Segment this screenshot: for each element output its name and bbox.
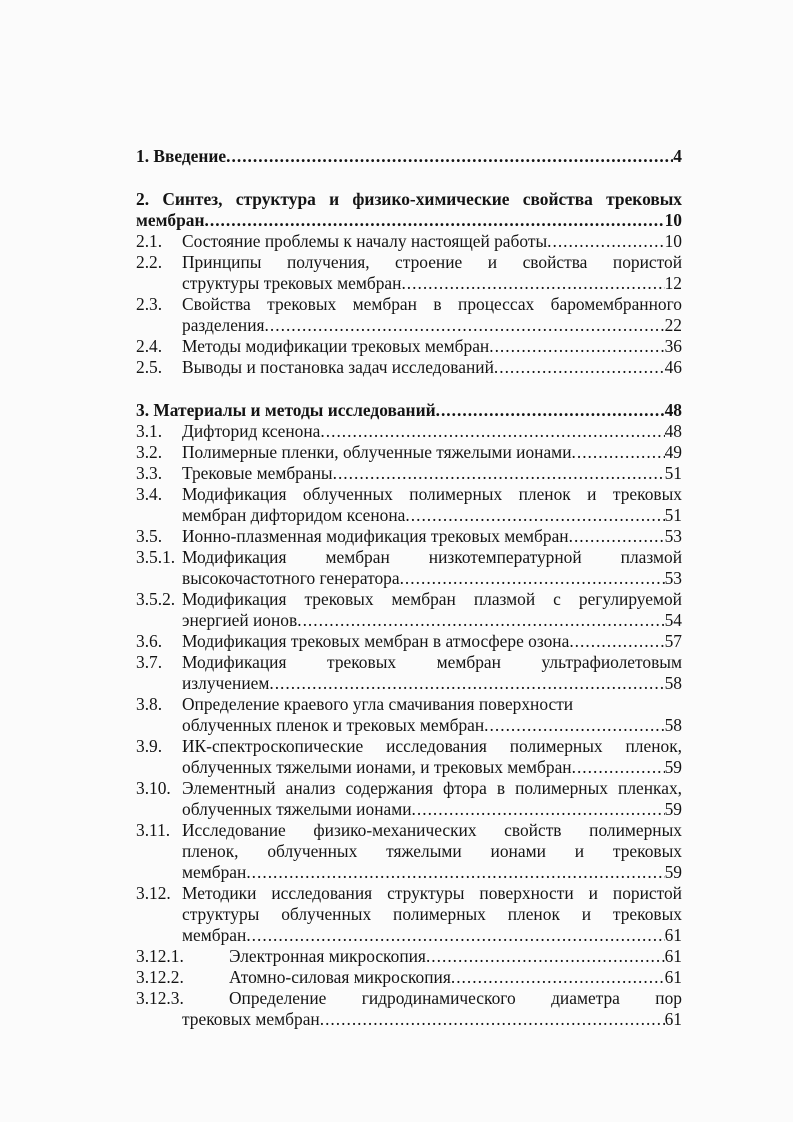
toc-page: 61 xyxy=(664,925,682,945)
toc-page: 51 xyxy=(664,463,682,483)
toc-entry-3-5-1[interactable] xyxy=(136,547,682,589)
leader-dots xyxy=(205,210,665,231)
leader-dots xyxy=(489,336,664,357)
toc-entry-3-12[interactable] xyxy=(136,883,682,946)
toc-entry-3-6[interactable] xyxy=(136,631,682,652)
toc-entry-3[interactable] xyxy=(136,400,682,421)
toc-page: 59 xyxy=(664,799,682,819)
toc-number: 3.12. xyxy=(136,883,171,903)
toc-title-line: Модификация трековых мембран плазмой с регулируемой xyxy=(182,589,682,609)
toc-number: 3.6. xyxy=(136,631,163,651)
leader-dots xyxy=(426,946,665,967)
leader-dots xyxy=(333,463,665,484)
toc-page: 61 xyxy=(664,967,682,987)
toc-title-line: ИК-спектроскопические исследования полимерных пленок, xyxy=(182,736,682,756)
toc-page: 57 xyxy=(664,631,682,651)
toc-page: 54 xyxy=(664,610,682,630)
toc-entry-3-12-2[interactable] xyxy=(136,967,682,988)
toc-title-line: мембран xyxy=(182,862,247,882)
leader-dots xyxy=(320,1009,665,1030)
toc-entry-3-3[interactable] xyxy=(136,463,682,484)
toc-entry-3-12-1[interactable] xyxy=(136,946,682,967)
toc-title-line: мембран дифторидом ксенона xyxy=(182,505,406,525)
toc-page: 10 xyxy=(664,231,682,251)
toc-page: 48 xyxy=(664,421,682,441)
leader-dots xyxy=(494,357,665,378)
toc-title-line: Свойства трековых мембран в процессах баромембранного xyxy=(182,294,682,314)
toc-page: 58 xyxy=(664,673,682,693)
leader-dots xyxy=(405,505,664,526)
toc-page: 61 xyxy=(664,1009,682,1029)
toc-page: 59 xyxy=(664,862,682,882)
toc-number: 3.5.1. xyxy=(136,547,176,567)
toc-number: 3.5. xyxy=(136,526,163,546)
leader-dots xyxy=(265,315,665,336)
toc-number: 2.2. xyxy=(136,252,163,272)
toc-entry-3-1[interactable] xyxy=(136,421,682,442)
toc-title: Электронная микроскопия xyxy=(229,946,426,966)
toc-title: Выводы и постановка задач исследований xyxy=(182,357,494,377)
toc-title-line: высокочастотного генератора xyxy=(182,568,400,588)
toc-title-line: мембран xyxy=(182,925,247,945)
toc-entry-2-4[interactable] xyxy=(136,336,682,357)
toc-entry-2[interactable] xyxy=(136,189,682,231)
toc-title: Атомно-силовая микроскопия xyxy=(229,967,451,987)
leader-dots xyxy=(401,273,664,294)
toc-page: 58 xyxy=(664,715,682,735)
toc-entry-3-10[interactable] xyxy=(136,778,682,820)
toc-number: 2.5. xyxy=(136,357,163,377)
toc-entry-2-1[interactable] xyxy=(136,231,682,252)
leader-dots xyxy=(320,421,664,442)
toc-title-line: Модификация трековых мембран ультрафиолетовым xyxy=(182,652,682,672)
toc-page: 59 xyxy=(664,757,682,777)
toc-entry-2-2[interactable] xyxy=(136,252,682,294)
toc-entry-2-5[interactable] xyxy=(136,357,682,378)
toc-number: 3.11. xyxy=(136,820,171,840)
toc-title-line: Определение гидродинамического диаметра пор xyxy=(229,988,682,1008)
leader-dots xyxy=(246,925,664,946)
toc-number: 3.12.3. xyxy=(136,988,184,1008)
toc-number: 2.4. xyxy=(136,336,163,356)
toc-title-line: пленок, облученных тяжелыми ионами и трековых xyxy=(182,841,682,861)
toc-title-line: Исследование физико-механических свойств полимерных xyxy=(182,820,682,840)
toc-title: Ионно-плазменная модификация трековых мембран xyxy=(182,526,569,546)
toc-entry-3-4[interactable] xyxy=(136,484,682,526)
toc-number: 2.1. xyxy=(136,231,163,251)
leader-dots xyxy=(400,568,665,589)
toc-title-line: энергией ионов xyxy=(182,610,298,630)
toc-entry-3-2[interactable] xyxy=(136,442,682,463)
toc-title: Дифторид ксенона xyxy=(182,421,321,441)
toc-page: 53 xyxy=(664,568,682,588)
toc-page: 46 xyxy=(664,357,682,377)
toc-title-line: структуры облученных полимерных пленок и трековых xyxy=(182,904,682,924)
leader-dots xyxy=(569,631,664,652)
leader-dots xyxy=(436,400,665,421)
toc-page: 49 xyxy=(664,442,682,462)
toc-title-line: облученных пленок и трековых мембран xyxy=(182,715,485,735)
leader-dots xyxy=(572,442,665,463)
toc-entry-3-12-3[interactable] xyxy=(136,988,682,1030)
leader-dots xyxy=(412,799,665,820)
leader-dots xyxy=(569,526,665,547)
toc-title-line: Определение краевого угла смачивания поверхности xyxy=(182,694,574,714)
toc-title: Модификация трековых мембран в атмосфере озона xyxy=(182,631,570,651)
toc-title-line: Модификация облученных полимерных пленок и трековых xyxy=(182,484,682,504)
toc-page: 51 xyxy=(664,505,682,525)
leader-dots xyxy=(451,967,665,988)
toc-page: 48 xyxy=(664,400,682,420)
toc-number: 3.7. xyxy=(136,652,163,672)
toc-page: 53 xyxy=(664,526,682,546)
toc-page: 4 xyxy=(673,146,682,166)
toc-entry-3-9[interactable] xyxy=(136,736,682,778)
toc-title-line: Модификация мембран низкотемпературной плазмой xyxy=(182,547,682,567)
toc-page: 36 xyxy=(664,336,682,356)
toc-title-line: Элементный анализ содержания фтора в полимерных пленках, xyxy=(182,778,682,798)
toc-entry-3-7[interactable] xyxy=(136,652,682,694)
toc-number: 2.3. xyxy=(136,294,163,314)
leader-dots xyxy=(547,231,664,252)
toc-entry-3-5[interactable] xyxy=(136,526,682,547)
leader-dots xyxy=(246,862,664,883)
toc-number: 3.10. xyxy=(136,778,171,798)
toc-page: 12 xyxy=(664,273,682,293)
toc-title-line: облученных тяжелыми ионами xyxy=(182,799,412,819)
leader-dots xyxy=(572,757,665,778)
toc-title: Методы модификации трековых мембран xyxy=(182,336,490,356)
leader-dots xyxy=(297,610,664,631)
toc-page: 10 xyxy=(664,210,682,230)
toc-page: 61 xyxy=(664,946,682,966)
toc-number: 3.9. xyxy=(136,736,163,756)
toc-number: 3.4. xyxy=(136,484,163,504)
toc-number: 3.3. xyxy=(136,463,163,483)
toc-title-line: разделения xyxy=(182,315,265,335)
leader-dots xyxy=(484,715,664,736)
leader-dots xyxy=(269,673,664,694)
toc-number: 3.12.1. xyxy=(136,946,184,966)
toc-title-line: 2. Синтез, структура и физико-химические свойства трековых xyxy=(136,189,682,209)
toc-title: 3. Материалы и методы исследований xyxy=(136,400,436,420)
toc-entry-1[interactable] xyxy=(136,146,682,167)
toc-number: 3.12.2. xyxy=(136,967,184,987)
toc-title: 1. Введение xyxy=(136,146,227,166)
toc-title-line: структуры трековых мембран xyxy=(182,273,402,293)
toc-title-line: Методики исследования структуры поверхности и пористой xyxy=(182,883,682,903)
toc-entry-2-3[interactable] xyxy=(136,294,682,336)
toc-title-line: излучением xyxy=(182,673,270,693)
toc-page: 22 xyxy=(664,315,682,335)
table-of-contents xyxy=(136,146,682,1030)
toc-title: Полимерные пленки, облученные тяжелыми ионами xyxy=(182,442,572,462)
toc-entry-3-8[interactable] xyxy=(136,694,682,736)
toc-title-line: мембран xyxy=(136,210,205,230)
toc-number: 3.2. xyxy=(136,442,163,462)
toc-entry-3-5-2[interactable] xyxy=(136,589,682,631)
toc-number: 3.5.2. xyxy=(136,589,176,609)
toc-title: Состояние проблемы к началу настоящей работы xyxy=(182,231,548,251)
toc-title-line: облученных тяжелыми ионами, и трековых мембран xyxy=(182,757,572,777)
toc-title: Трековые мембраны xyxy=(182,463,333,483)
toc-title-line: Принципы получения, строение и свойства пористой xyxy=(182,252,682,272)
leader-dots xyxy=(226,146,673,167)
toc-number: 3.1. xyxy=(136,421,163,441)
toc-title-line: трековых мембран xyxy=(182,1009,320,1029)
toc-number: 3.8. xyxy=(136,694,163,714)
toc-entry-3-11[interactable] xyxy=(136,820,682,883)
